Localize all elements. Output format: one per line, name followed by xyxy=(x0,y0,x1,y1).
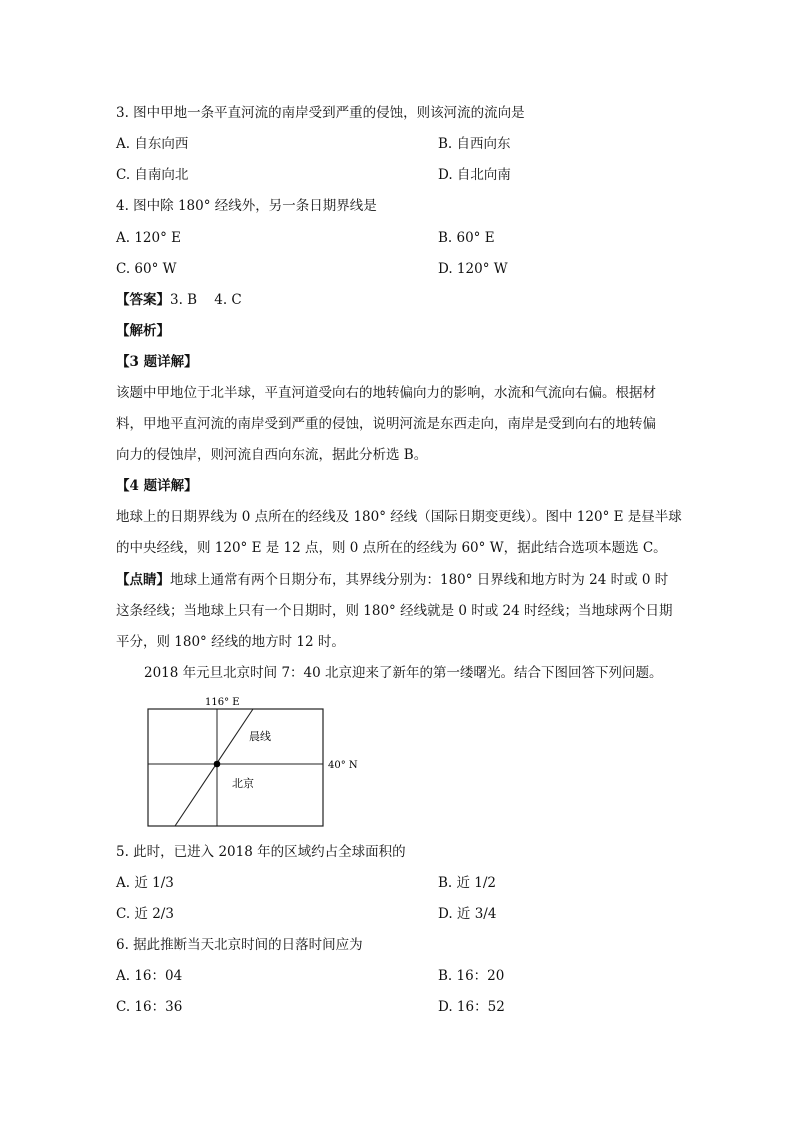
detail-3-line-2: 料，甲地平直河流的南岸受到严重的侵蚀，说明河流是东西走向，南岸是受到向右的地转偏 xyxy=(116,416,656,432)
detail-3-line-1: 该题中甲地位于北半球，平直河道受向右的地转偏向力的影响，水流和气流向右偏。根据材 xyxy=(116,385,656,401)
city-label: 北京 xyxy=(232,777,254,790)
parallel-label: 40° N xyxy=(328,760,358,771)
question-4-option-c: C. 60° W xyxy=(116,261,177,277)
analysis-label: 【解析】 xyxy=(116,323,170,339)
question-4-option-d: D. 120° W xyxy=(438,261,508,277)
tip-line-3: 平分，则 180° 经线的地方时 12 时。 xyxy=(116,634,345,650)
question-6-option-d: D. 16：52 xyxy=(438,999,505,1015)
question-6-option-c: C. 16：36 xyxy=(116,999,183,1015)
question-3-option-b: B. 自西向东 xyxy=(438,136,511,152)
tip-label: 【点睛】 xyxy=(116,572,170,588)
detail-3-line-3: 向力的侵蚀岸，则河流自西向东流，据此分析选 B。 xyxy=(116,447,428,463)
diagram-frame xyxy=(148,709,323,826)
meridian-label: 116° E xyxy=(205,697,240,708)
detail-4-line-1: 地球上的日期界线为 0 点所在的经线及 180° 经线（国际日期变更线）。图中 120° E 是昼半球 xyxy=(116,509,682,525)
answer-text: 3. B 4. C xyxy=(170,292,242,308)
tip-line-2: 这条经线；当地球上只有一个日期时，则 180° 经线就是 0 时或 24 时经线；当地球两个日期 xyxy=(116,603,673,619)
detail-4-label: 【4 题详解】 xyxy=(116,478,198,494)
tip-line-1 xyxy=(116,570,668,590)
question-6-option-b: B. 16：20 xyxy=(438,968,505,984)
question-3-option-a: A. 自东向西 xyxy=(116,136,189,152)
beijing-point xyxy=(214,761,221,768)
question-6-option-a: A. 16：04 xyxy=(116,968,183,984)
material-intro: 2018 年元旦北京时间 7：40 北京迎来了新年的第一缕曙光。结合下图回答下列问题。 xyxy=(144,665,663,681)
detail-4-line-2: 的中央经线，则 120° E 是 12 点，则 0 点所在的经线为 60° W，据此结合选项本题选 C。 xyxy=(116,540,667,556)
detail-3-label: 【3 题详解】 xyxy=(116,354,198,370)
question-5-option-b: B. 近 1/2 xyxy=(438,875,497,891)
tip-text-1: 地球上通常有两个日期分布，其界线分别为：180° 日界线和地方时为 24 时或 0 时 xyxy=(170,572,669,588)
question-5-option-a: A. 近 1/3 xyxy=(116,875,174,891)
answer-label: 【答案】 xyxy=(116,292,170,308)
question-4-option-b: B. 60° E xyxy=(438,230,495,246)
question-6-stem: 6. 据此推断当天北京时间的日落时间应为 xyxy=(116,937,363,953)
question-3-option-c: C. 自南向北 xyxy=(116,167,189,183)
terminator-label: 晨线 xyxy=(249,730,271,743)
question-4-option-a: A. 120° E xyxy=(116,230,181,246)
answer-line xyxy=(116,290,242,310)
question-5-option-c: C. 近 2/3 xyxy=(116,906,174,922)
question-3-stem: 3. 图中甲地一条平直河流的南岸受到严重的侵蚀，则该河流的流向是 xyxy=(116,105,525,121)
terminator-diagram xyxy=(140,690,380,830)
question-5-option-d: D. 近 3/4 xyxy=(438,906,497,922)
question-5-stem: 5. 此时，已进入 2018 年的区域约占全球面积的 xyxy=(116,844,406,860)
question-3-option-d: D. 自北向南 xyxy=(438,167,511,183)
dawn-terminator-line xyxy=(175,709,253,826)
question-4-stem: 4. 图中除 180° 经线外，另一条日期界线是 xyxy=(116,198,377,214)
